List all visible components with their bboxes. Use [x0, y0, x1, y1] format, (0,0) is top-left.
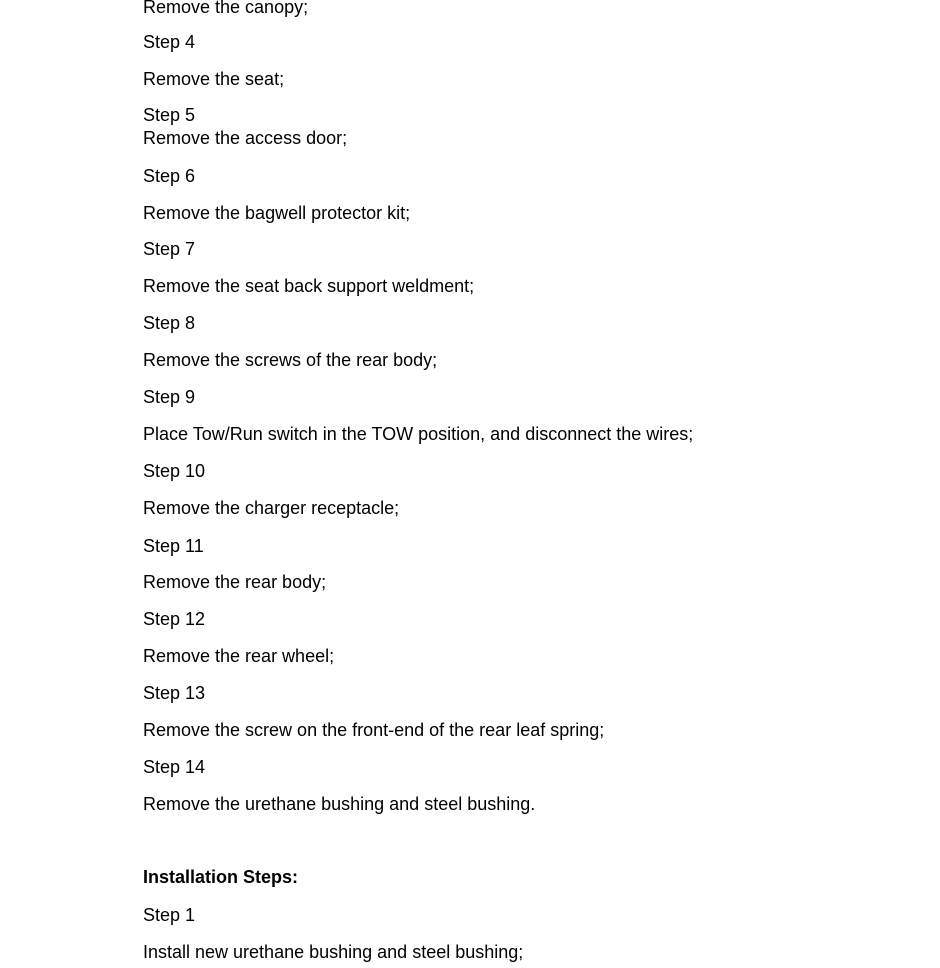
installation-heading: Installation Steps:	[143, 867, 299, 887]
removal-step-5-text: Remove the access door;	[143, 128, 348, 148]
removal-step-13-label: Step 13	[143, 683, 206, 703]
removal-step-13-text: Remove the screw on the front-end of the rear leaf spring;	[143, 720, 605, 740]
removal-step-9-label: Step 9	[143, 387, 196, 407]
removal-step-12-label: Step 12	[143, 609, 206, 629]
removal-step-9-text: Place Tow/Run switch in the TOW position, and disconnect the wires;	[143, 424, 694, 444]
removal-step-8-label: Step 8	[143, 313, 196, 333]
installation-step-1-label: Step 1	[143, 905, 196, 925]
removal-step-7-label: Step 7	[143, 239, 196, 259]
removal-step-5-label: Step 5	[143, 105, 196, 125]
removal-step-14-text: Remove the urethane bushing and steel bushing.	[143, 794, 536, 814]
removal-step-14-label: Step 14	[143, 757, 206, 777]
removal-step-6-label: Step 6	[143, 166, 196, 186]
removal-step-10-label: Step 10	[143, 461, 206, 481]
removal-step-4-text: Remove the seat;	[143, 69, 285, 89]
removal-step-7-text: Remove the seat back support weldment;	[143, 276, 475, 296]
installation-step-1-text: Install new urethane bushing and steel bushing;	[143, 942, 524, 962]
removal-step-3-text: Remove the canopy;	[143, 0, 309, 17]
removal-step-11-text: Remove the rear body;	[143, 572, 327, 592]
removal-step-12-text: Remove the rear wheel;	[143, 646, 335, 666]
removal-step-4-label: Step 4	[143, 32, 196, 52]
removal-step-6-text: Remove the bagwell protector kit;	[143, 203, 411, 223]
removal-step-11-label: Step 11	[143, 536, 204, 556]
removal-step-10-text: Remove the charger receptacle;	[143, 498, 400, 518]
removal-step-8-text: Remove the screws of the rear body;	[143, 350, 438, 370]
